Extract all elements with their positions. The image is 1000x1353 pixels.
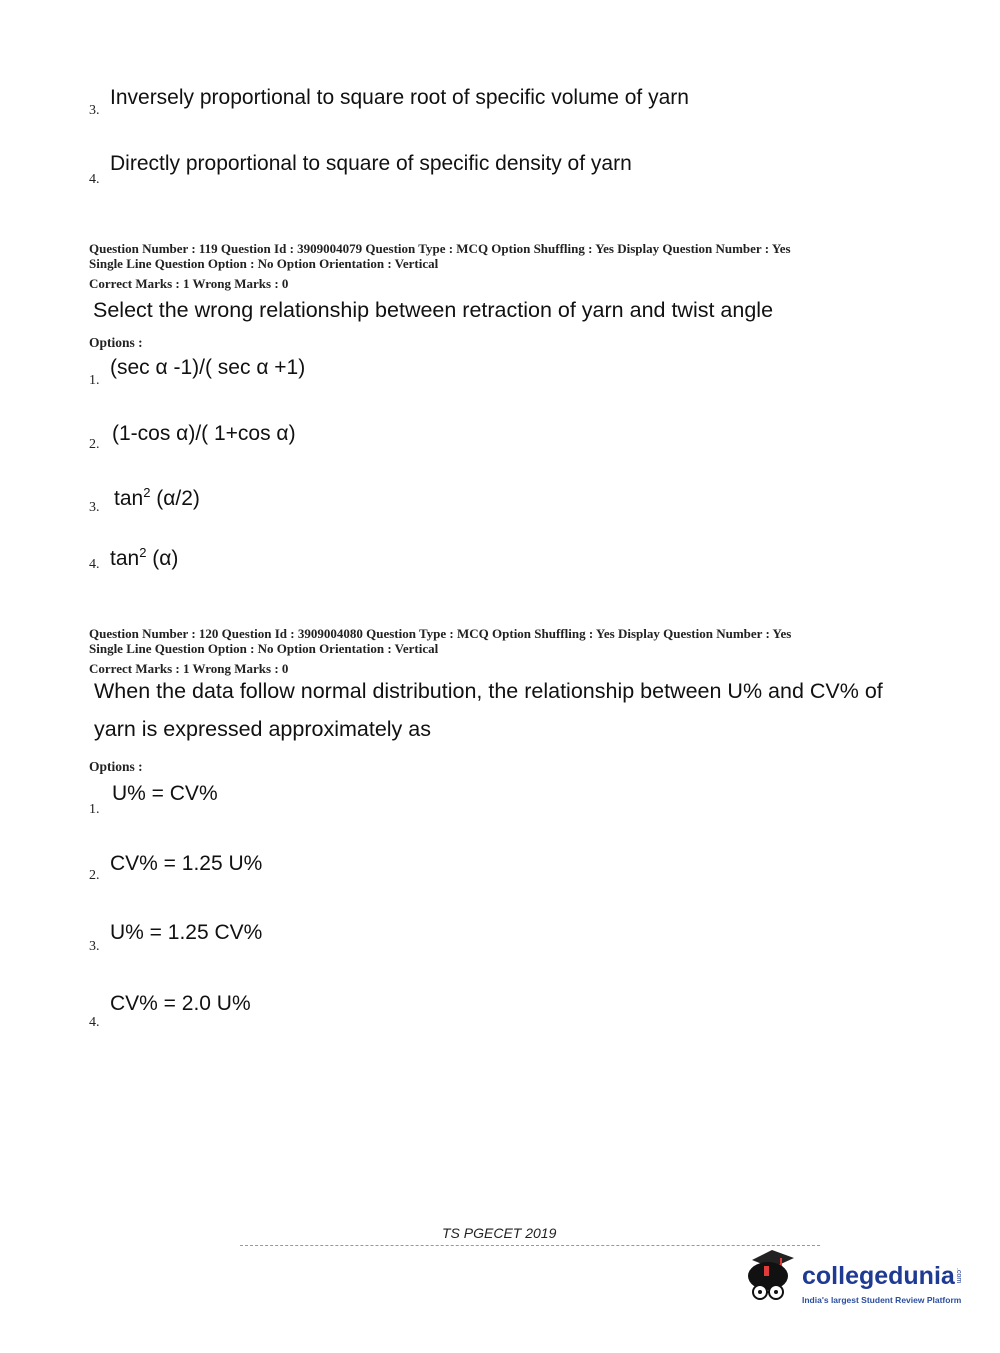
question-text-line1: When the data follow normal distribution, the relationship between U% and CV% of — [94, 679, 883, 703]
question-meta-options: Single Line Question Option : No Option Orientation : Vertical — [89, 641, 439, 656]
question-meta-options: Single Line Question Option : No Option Orientation : Vertical — [89, 256, 439, 271]
options-label: Options : — [89, 335, 143, 350]
option-text: U% = CV% — [112, 782, 218, 805]
option-text: $\tan^2 (\alpha/2)$ — [114, 485, 200, 510]
logo-name: collegedunia — [802, 1262, 955, 1290]
footer-divider — [240, 1245, 820, 1246]
question-marks: Correct Marks : 1 Wrong Marks : 0 — [89, 276, 289, 291]
question-text-line2: yarn is expressed approximately as — [94, 717, 431, 741]
option-text: U% = 1.25 CV% — [110, 921, 263, 944]
logo-suffix: .com — [955, 1268, 962, 1284]
option-text: CV% = 1.25 U% — [110, 852, 263, 875]
question-text: Select the wrong relationship between retraction of yarn and twist angle — [93, 298, 774, 322]
option-number: 4. — [89, 172, 100, 187]
option-text: Directly proportional to square of specific density of yarn — [110, 152, 632, 175]
option-number: 2. — [89, 437, 100, 452]
footer-text: TS PGECET 2019 — [442, 1225, 557, 1241]
option-number: 3. — [89, 500, 100, 515]
logo-tagline: India's largest Student Review Platform — [802, 1295, 962, 1305]
option-number: 1. — [89, 802, 100, 817]
question-meta: Question Number : 120 Question Id : 3909004080 Question Type : MCQ Option Shuffling : Yes Display Question Number : Yes — [89, 626, 792, 641]
option-number: 4. — [89, 557, 100, 572]
option-text: (sec α -1)/( sec α +1) — [110, 356, 306, 379]
option-number: 4. — [89, 1015, 100, 1030]
option-number: 1. — [89, 373, 100, 388]
option-text: (1-cos α)/( 1+cos α) — [112, 422, 296, 445]
question-meta: Question Number : 119 Question Id : 3909004079 Question Type : MCQ Option Shuffling : Yes Display Question Number : Yes — [89, 241, 791, 256]
mascot-icon — [740, 1246, 800, 1306]
question-marks: Correct Marks : 1 Wrong Marks : 0 — [89, 661, 289, 676]
options-label: Options : — [89, 759, 143, 774]
option-text: CV% = 2.0 U% — [110, 992, 251, 1015]
option-number: 3. — [89, 939, 100, 954]
option-text: Inversely proportional to square root of specific volume of yarn — [110, 86, 689, 109]
option-number: 3. — [89, 103, 100, 118]
option-text: $\tan^2 (\alpha)$ — [110, 545, 179, 570]
option-number: 2. — [89, 868, 100, 883]
